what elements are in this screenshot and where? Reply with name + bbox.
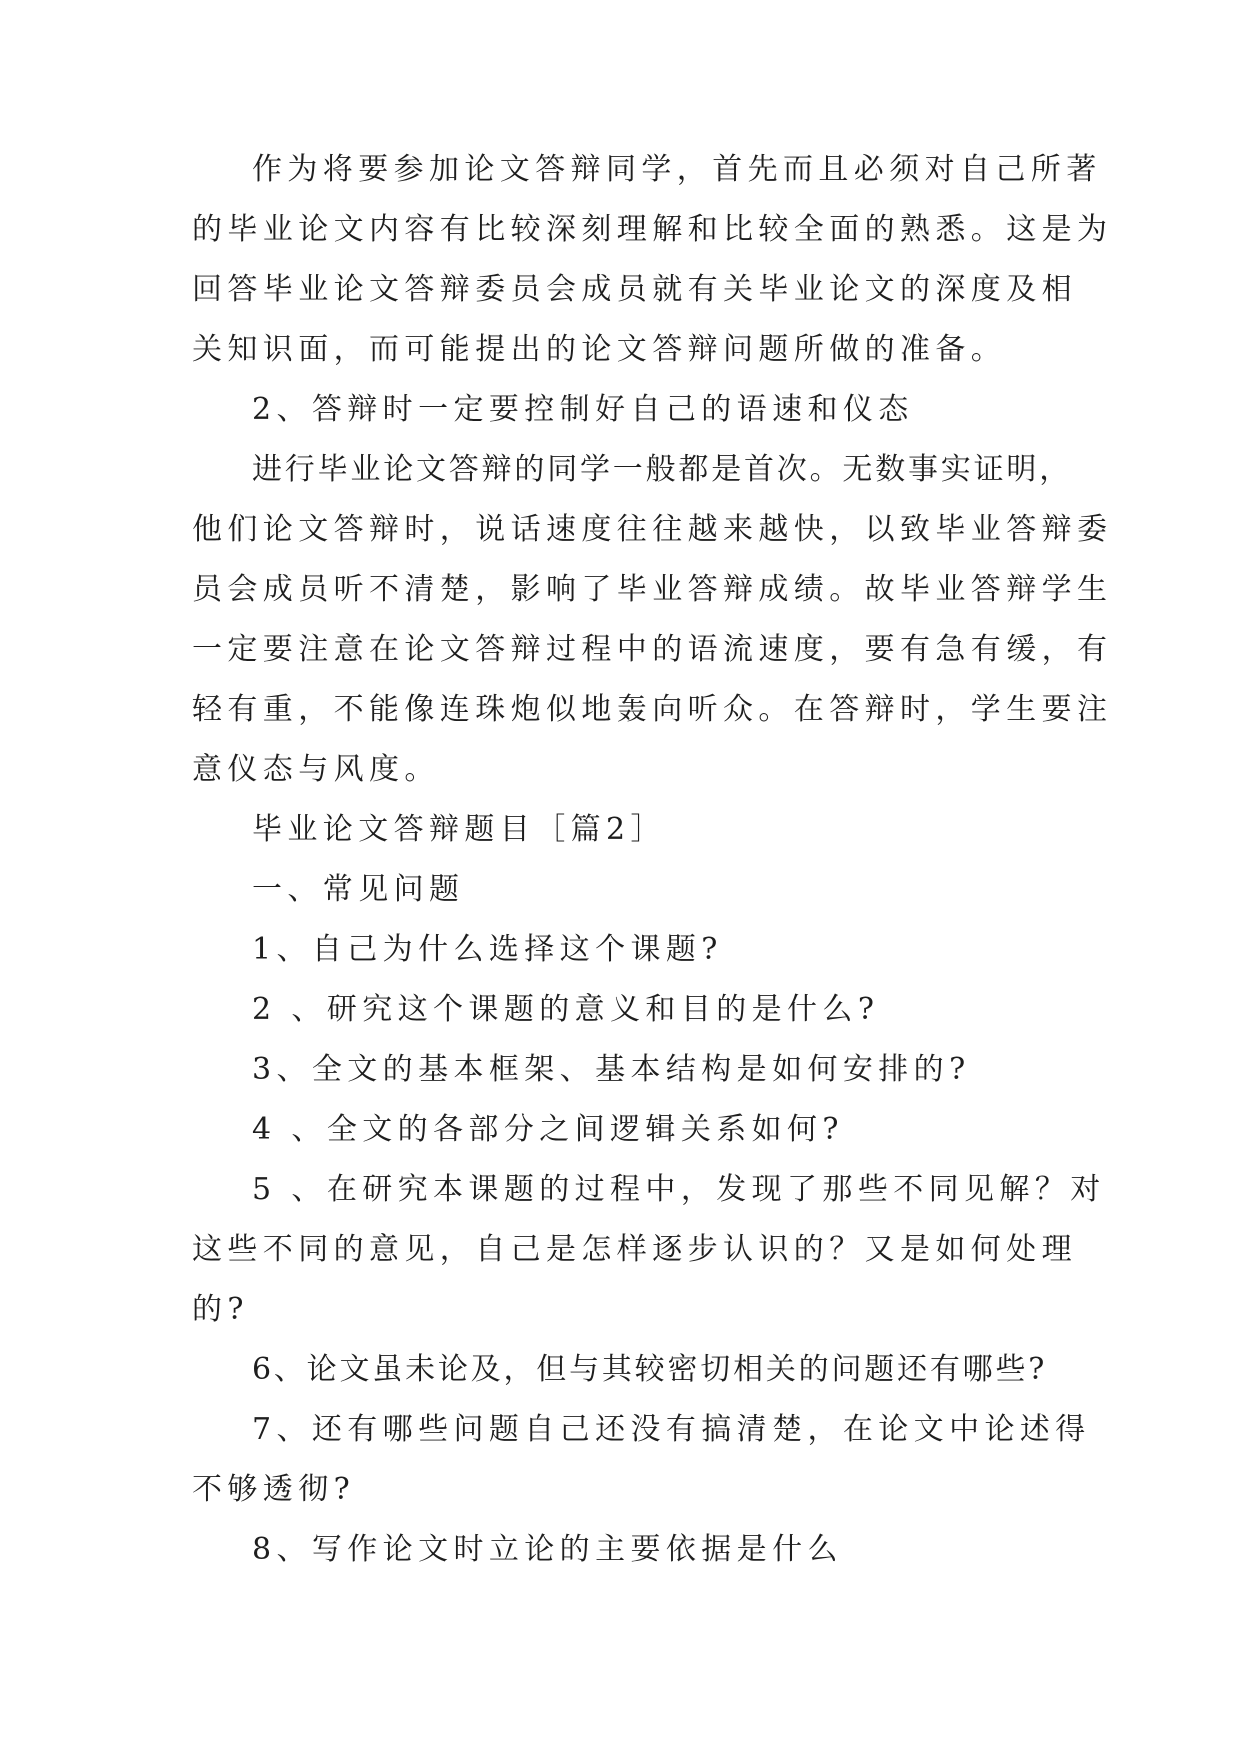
question-item: 8、写作论文时立论的主要依据是什么 (252, 1532, 843, 1567)
question-item-continuation: 不够透彻? (192, 1472, 356, 1507)
question-item: 6、论文虽未论及，但与其较密切相关的问题还有哪些? (252, 1352, 1048, 1387)
question-item: 5 、在研究本课题的过程中，发现了那些不同见解？对 (252, 1172, 1106, 1207)
paragraph-line: 一定要注意在论文答辩过程中的语流速度，要有急有缓，有 (192, 632, 1113, 667)
paragraph-line: 回答毕业论文答辩委员会成员就有关毕业论文的深度及相 (192, 272, 1077, 307)
question-item: 3、全文的基本框架、基本结构是如何安排的? (252, 1052, 971, 1087)
paragraph-line: 员会成员听不清楚，影响了毕业答辩成绩。故毕业答辩学生 (192, 572, 1113, 607)
section-heading: 2、答辩时一定要控制好自己的语速和仪态 (252, 392, 914, 427)
paragraph-line: 意仪态与风度。 (192, 752, 440, 787)
question-item: 1、自己为什么选择这个课题? (252, 932, 723, 967)
question-item-continuation: 的? (192, 1292, 249, 1327)
paragraph-line: 他们论文答辩时，说话速度往往越来越快，以致毕业答辩委 (192, 512, 1113, 547)
question-item: 7、还有哪些问题自己还没有搞清楚，在论文中论述得 (252, 1412, 1091, 1447)
section-heading: 一、常见问题 (252, 872, 465, 907)
paragraph-line: 关知识面，而可能提出的论文答辩问题所做的准备。 (192, 332, 1007, 367)
question-item: 4 、全文的各部分之间逻辑关系如何? (252, 1112, 844, 1147)
paragraph-line: 作为将要参加论文答辩同学，首先而且必须对自己所著 (252, 152, 1102, 187)
paragraph-line: 的毕业论文内容有比较深刻理解和比较全面的熟悉。这是为 (192, 212, 1113, 247)
paragraph-line: 轻有重，不能像连珠炮似地轰向听众。在答辩时，学生要注 (192, 692, 1113, 727)
question-item-continuation: 这些不同的意见，自己是怎样逐步认识的？又是如何处理 (192, 1232, 1077, 1267)
paragraph-line: 进行毕业论文答辩的同学一般都是首次。无数事实证明， (252, 452, 1072, 487)
section-title: 毕业论文答辩题目［篇2］ (252, 812, 666, 847)
question-item: 2 、研究这个课题的意义和目的是什么? (252, 992, 880, 1027)
